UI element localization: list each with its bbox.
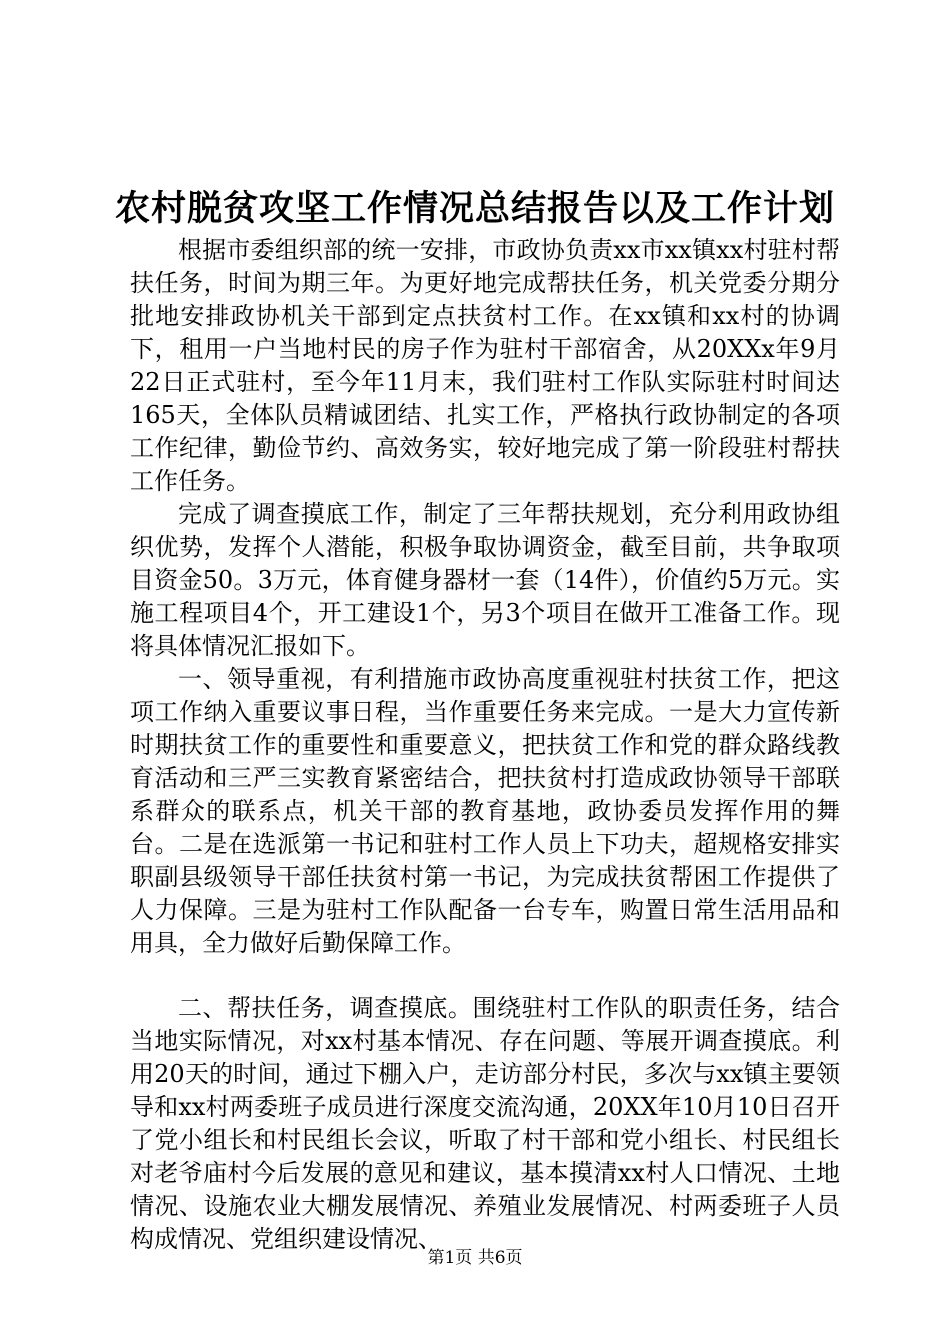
paragraph-1: 根据市委组织部的统一安排，市政协负责xx市xx镇xx村驻村帮扶任务，时间为期三年。为更好地完成帮扶任务，机关党委分期分批地安排政协机关干部到定点扶贫村工作。在xx镇和xx村的协调下，租用一户当地村民的房子作为驻村干部宿舍，从20XXx年9月22日正式驻村，至今年11月末，我们驻村工作队实际驻村时间达165天，全体队员精诚团结、扎实工作，严格执行政协制定的各项工作纪律，勤俭节约、高效务实，较好地完成了第一阶段驻村帮扶工作任务。 xyxy=(130,236,840,495)
page-footer: 第1页 共6页 xyxy=(427,1248,523,1268)
document-body xyxy=(130,234,840,1256)
document-title: 农村脱贫攻坚工作情况总结报告以及工作计划 xyxy=(114,188,835,229)
paragraph-2: 完成了调查摸底工作，制定了三年帮扶规划，充分利用政协组织优势，发挥个人潜能，积极争取协调资金，截至目前，共争取项目资金50。3万元，体育健身器材一套（14件），价值约5万元。实施工程项目4个，开工建设1个，另3个项目在做开工准备工作。现将具体情况汇报如下。 xyxy=(130,500,840,660)
paragraph-spacer xyxy=(130,960,840,992)
paragraph-4: 二、帮扶任务，调查摸底。围绕驻村工作队的职责任务，结合当地实际情况，对xx村基本情况、存在问题、等展开调查摸底。利用20天的时间，通过下棚入户，走访部分村民，多次与xx镇主要领导和xx村两委班子成员进行深度交流沟通，20XX年10月10日召开了党小组长和村民组长会议，听取了村干部和党小组长、村民组长对老爷庙村今后发展的意见和建议，基本摸清xx村人口情况、土地情况、设施农业大棚发展情况、养殖业发展情况、村两委班子人员构成情况、党组织建设情况、 xyxy=(130,994,840,1253)
paragraph-3: 一、领导重视，有利措施市政协高度重视驻村扶贫工作，把这项工作纳入重要议事日程，当作重要任务来完成。一是大力宣传新时期扶贫工作的重要性和重要意义，把扶贫工作和党的群众路线教育活动和三严三实教育紧密结合，把扶贫村打造成政协领导干部联系群众的联系点，机关干部的教育基地，政协委员发挥作用的舞台。二是在选派第一书记和驻村工作人员上下功夫，超规格安排实职副县级领导干部任扶贫村第一书记，为完成扶贫帮困工作提供了人力保障。三是为驻村工作队配备一台专车，购置日常生活用品和用具，全力做好后勤保障工作。 xyxy=(130,665,840,957)
